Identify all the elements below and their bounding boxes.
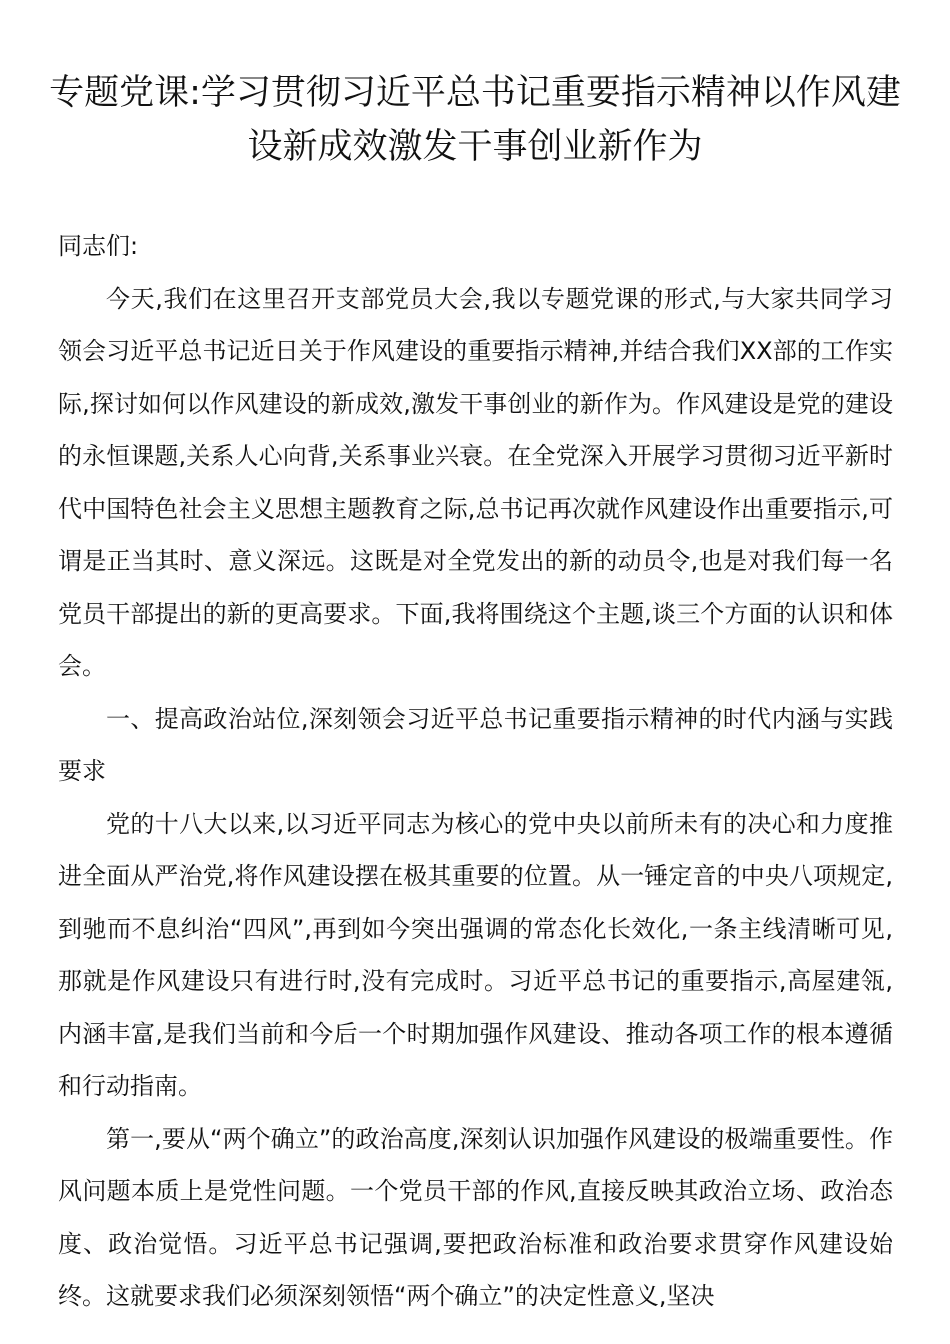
document-body	[58, 220, 893, 1323]
salutation: 同志们:	[58, 232, 139, 260]
document-title: 专题党课:学习贯彻习近平总书记重要指示精神以作风建设新成效激发干事创业新作为	[49, 73, 901, 167]
section-heading-1: 一、提高政治站位,深刻领会习近平总书记重要指示精神的时代内涵与实践要求	[58, 704, 893, 785]
paragraph-section-1: 党的十八大以来,以习近平同志为核心的党中央以前所未有的决心和力度推进全面从严治党,将作风建设摆在极其重要的位置。从一锤定音的中央八项规定,到驰而不息纠治“四风”,再到如今突出强调的常态化长效化,一条主线清晰可见,那就是作风建设只有进行时,没有完成时。习近平总书记的重要指示,高屋建瓴,内涵丰富,是我们当前和今后一个时期加强作风建设、推动各项工作的根本遵循和行动指南。	[58, 809, 893, 1100]
paragraph-point-1: 第一,要从“两个确立”的政治高度,深刻认识加强作风建设的极端重要性。作风问题本质上是党性问题。一个党员干部的作风,直接反映其政治立场、政治态度、政治觉悟。习近平总书记强调,要把政治标准和政治要求贯穿作风建设始终。这就要求我们必须深刻领悟“两个确立”的决定性意义,坚决	[58, 1124, 893, 1310]
paragraph-intro: 今天,我们在这里召开支部党员大会,我以专题党课的形式,与大家共同学习领会习近平总书记近日关于作风建设的重要指示精神,并结合我们XX部的工作实际,探讨如何以作风建设的新成效,激发干事创业的新作为。作风建设是党的建设的永恒课题,关系人心向背,关系事业兴衰。在全党深入开展学习贯彻习近平新时代中国特色社会主义思想主题教育之际,总书记再次就作风建设作出重要指示,可谓是正当其时、意义深远。这既是对全党发出的新的动员令,也是对我们每一名党员干部提出的新的更高要求。下面,我将围绕这个主题,谈三个方面的认识和体会。	[58, 284, 893, 680]
